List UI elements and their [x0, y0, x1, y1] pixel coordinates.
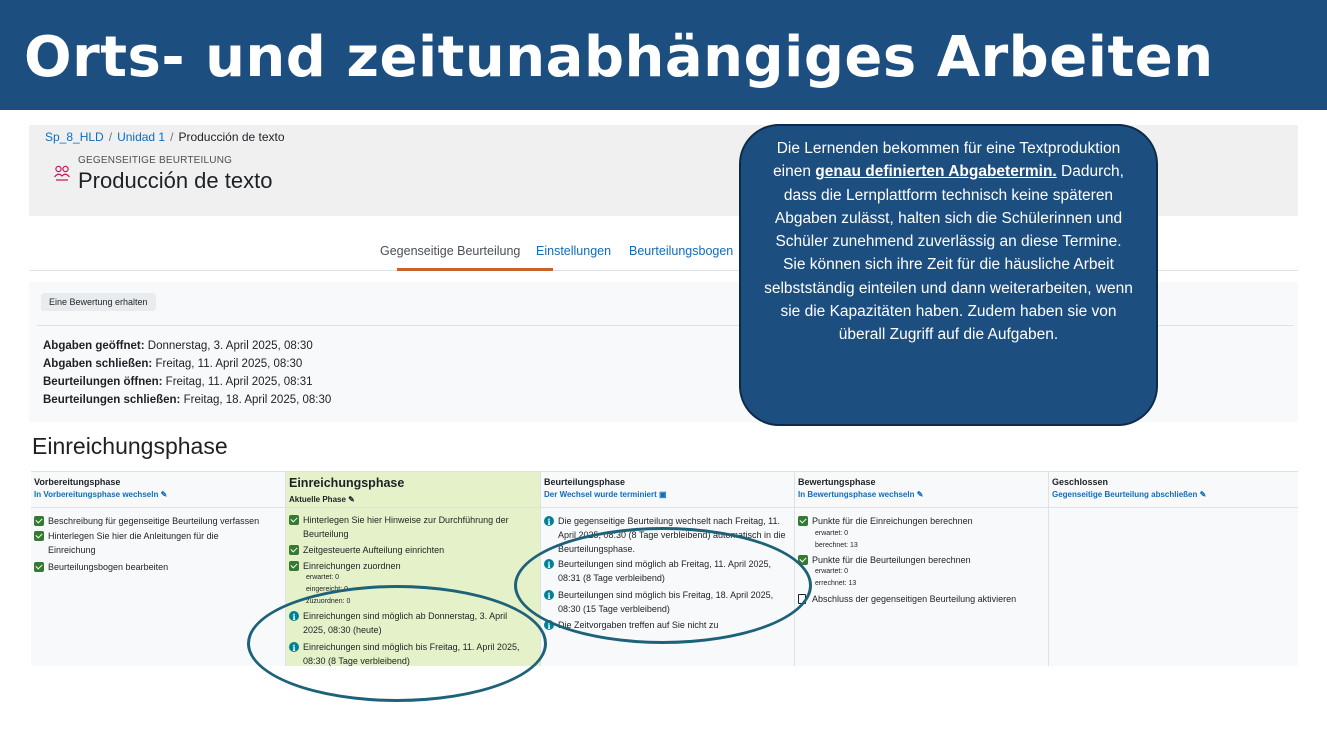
breadcrumb: [45, 130, 285, 144]
phase-column-grading: [795, 472, 1049, 666]
tab-settings[interactable]: Einstellungen: [536, 244, 612, 258]
date-label: Beurteilungen öffnen:: [43, 376, 163, 388]
info-item: i Einreichungen sind möglich ab Donnerstag, 3. April 2025, 08:30 (heute): [289, 609, 529, 637]
phase-name: Geschlossen: [1052, 477, 1109, 487]
breadcrumb-section-link[interactable]: Unidad 1: [117, 130, 166, 144]
activity-type-label: GEGENSEITIGE BEURTEILUNG: [78, 155, 233, 166]
task-detail: erwartet: 0: [815, 530, 849, 537]
info-item: i Die Zeitvorgaben treffen auf Sie nicht zu: [544, 618, 789, 632]
highlight-ellipse: [247, 585, 547, 702]
task-detail: berechnet: 13: [815, 542, 858, 549]
date-value: Freitag, 18. April 2025, 08:30: [183, 394, 332, 406]
tab-assessment-form[interactable]: Beurteilungsbogen: [629, 244, 734, 258]
task-item[interactable]: Zeitgesteuerte Aufteilung einrichten: [289, 543, 529, 557]
check-icon: [289, 515, 299, 525]
breadcrumb-separator: /: [108, 130, 113, 144]
task-item[interactable]: Abschluss der gegenseitigen Beurteilung aktivieren: [798, 592, 1043, 606]
highlight-ellipse: [514, 527, 812, 644]
date-value: Freitag, 11. April 2025, 08:30: [155, 358, 303, 370]
check-icon: [34, 562, 44, 572]
info-icon: [544, 516, 554, 526]
check-icon: [289, 545, 299, 555]
task-detail: erwartet: 0: [306, 574, 340, 581]
switch-phase-link[interactable]: In Vorbereitungsphase wechseln ✎: [34, 490, 168, 499]
current-phase-label: Aktuelle Phase ✎: [289, 495, 355, 504]
tab-peer-assessment[interactable]: Gegenseitige Beurteilung: [380, 244, 521, 258]
pencil-icon: ✎: [348, 495, 355, 504]
phase-name: Beurteilungsphase: [544, 477, 626, 487]
phase-header: [286, 472, 540, 508]
phase-header: [541, 472, 794, 508]
phase-header: [795, 472, 1048, 508]
date-label: Beurteilungen schließen:: [43, 394, 181, 406]
check-icon: [798, 516, 808, 526]
close-assessment-link[interactable]: Gegenseitige Beurteilung abschließen ✎: [1052, 490, 1207, 499]
task-item[interactable]: Punkte für die Beurteilungen berechnen: [798, 553, 1043, 567]
breadcrumb-separator: /: [170, 130, 174, 144]
date-line: [43, 358, 302, 370]
callout-highlight: genau definierten Abgabetermin.: [815, 163, 1057, 181]
date-label: Abgaben geöffnet:: [43, 340, 145, 352]
task-item[interactable]: Einreichungen zuordnen: [289, 559, 529, 573]
callout-text: Die Lernenden bekommen für eine Textproduktion einen: [773, 140, 1121, 181]
date-value: Donnerstag, 3. April 2025, 08:30: [147, 340, 313, 352]
date-value: Freitag, 11. April 2025, 08:31: [165, 376, 313, 388]
date-label: Abgaben schließen:: [43, 358, 153, 370]
calendar-icon: ▣: [659, 490, 667, 499]
task-item: Beschreibung für gegenseitige Beurteilung verfassen: [34, 514, 279, 528]
task-detail: eingereicht: 0: [306, 586, 349, 593]
slide-title-banner: [0, 0, 1327, 110]
check-icon: [34, 516, 44, 526]
info-item: i Beurteilungen sind möglich ab Freitag, 11. April 2025, 08:31 (8 Tage verbleibend): [544, 557, 789, 585]
pencil-icon: ✎: [1199, 490, 1207, 499]
active-tab-indicator: [397, 268, 553, 271]
breadcrumb-current: Producción de texto: [178, 130, 285, 144]
task-item[interactable]: Punkte für die Einreichungen berechnen: [798, 514, 1043, 528]
breadcrumb-course-link[interactable]: Sp_8_HLD: [45, 130, 104, 144]
completion-badge: Eine Bewertung erhalten: [41, 293, 156, 311]
check-icon: [289, 561, 299, 571]
phase-name: Bewertungsphase: [798, 477, 876, 487]
phase-header: [1049, 472, 1298, 508]
date-line: [43, 394, 331, 406]
scheduled-switch-link[interactable]: Der Wechsel wurde terminiert ▣: [544, 490, 667, 499]
task-detail: errechnet: 13: [815, 580, 857, 587]
callout-text: Sie können sich ihre Zeit für die häusliche Arbeit selbstständig einteilen und dann weiterarbeiten, wenn sie die Kapazitäten haben. Zudem haben sie von überall Zugriff auf die Aufgaben.: [764, 256, 1133, 344]
switch-phase-link[interactable]: In Bewertungsphase wechseln ✎: [798, 490, 924, 499]
slide-title: Orts- und zeitunabhängiges Arbeiten: [24, 25, 1214, 90]
peer-assessment-icon: [53, 164, 71, 182]
phase-header: [31, 472, 285, 508]
section-heading: Einreichungsphase: [32, 433, 228, 459]
check-icon: [34, 531, 44, 541]
phase-name: Einreichungsphase: [289, 476, 405, 490]
task-item[interactable]: Hinterlegen Sie hier die Anleitungen für die Einreichung: [34, 529, 244, 557]
task-detail: erwartet: 0: [815, 568, 849, 575]
page-title: Producción de texto: [78, 168, 273, 193]
explanation-callout: [739, 124, 1158, 426]
info-item: i Beurteilungen sind möglich bis Freitag, 18. April 2025, 08:30 (15 Tage verbleibend): [544, 588, 789, 616]
task-item[interactable]: Hinterlegen Sie hier Hinweise zur Durchführung der Beurteilung: [289, 513, 529, 541]
task-item[interactable]: Beurteilungsbogen bearbeiten: [34, 560, 279, 574]
phase-name: Vorbereitungsphase: [34, 477, 121, 487]
date-line: [43, 376, 313, 388]
pencil-icon: ✎: [916, 490, 924, 499]
phase-column-closed: [1049, 472, 1298, 666]
task-detail: zuzuordnen: 0: [306, 598, 351, 605]
pencil-icon: ✎: [160, 490, 168, 499]
info-item: i Die gegenseitige Beurteilung wechselt nach Freitag, 11. April 2025, 08:30 (8 Tage verbleibend) automatisch in die Beurteilungsphase.: [544, 514, 789, 556]
callout-text: Dadurch, dass die Lernplattform technisch keine späteren Abgaben zulässt, halten sich die Schülerinnen und Schüler zunehmend zuverlässig an diese Termine.: [774, 163, 1124, 251]
date-line: [43, 340, 313, 352]
info-item: i Einreichungen sind möglich bis Freitag, 11. April 2025, 08:30 (8 Tage verbleibend): [289, 640, 529, 668]
